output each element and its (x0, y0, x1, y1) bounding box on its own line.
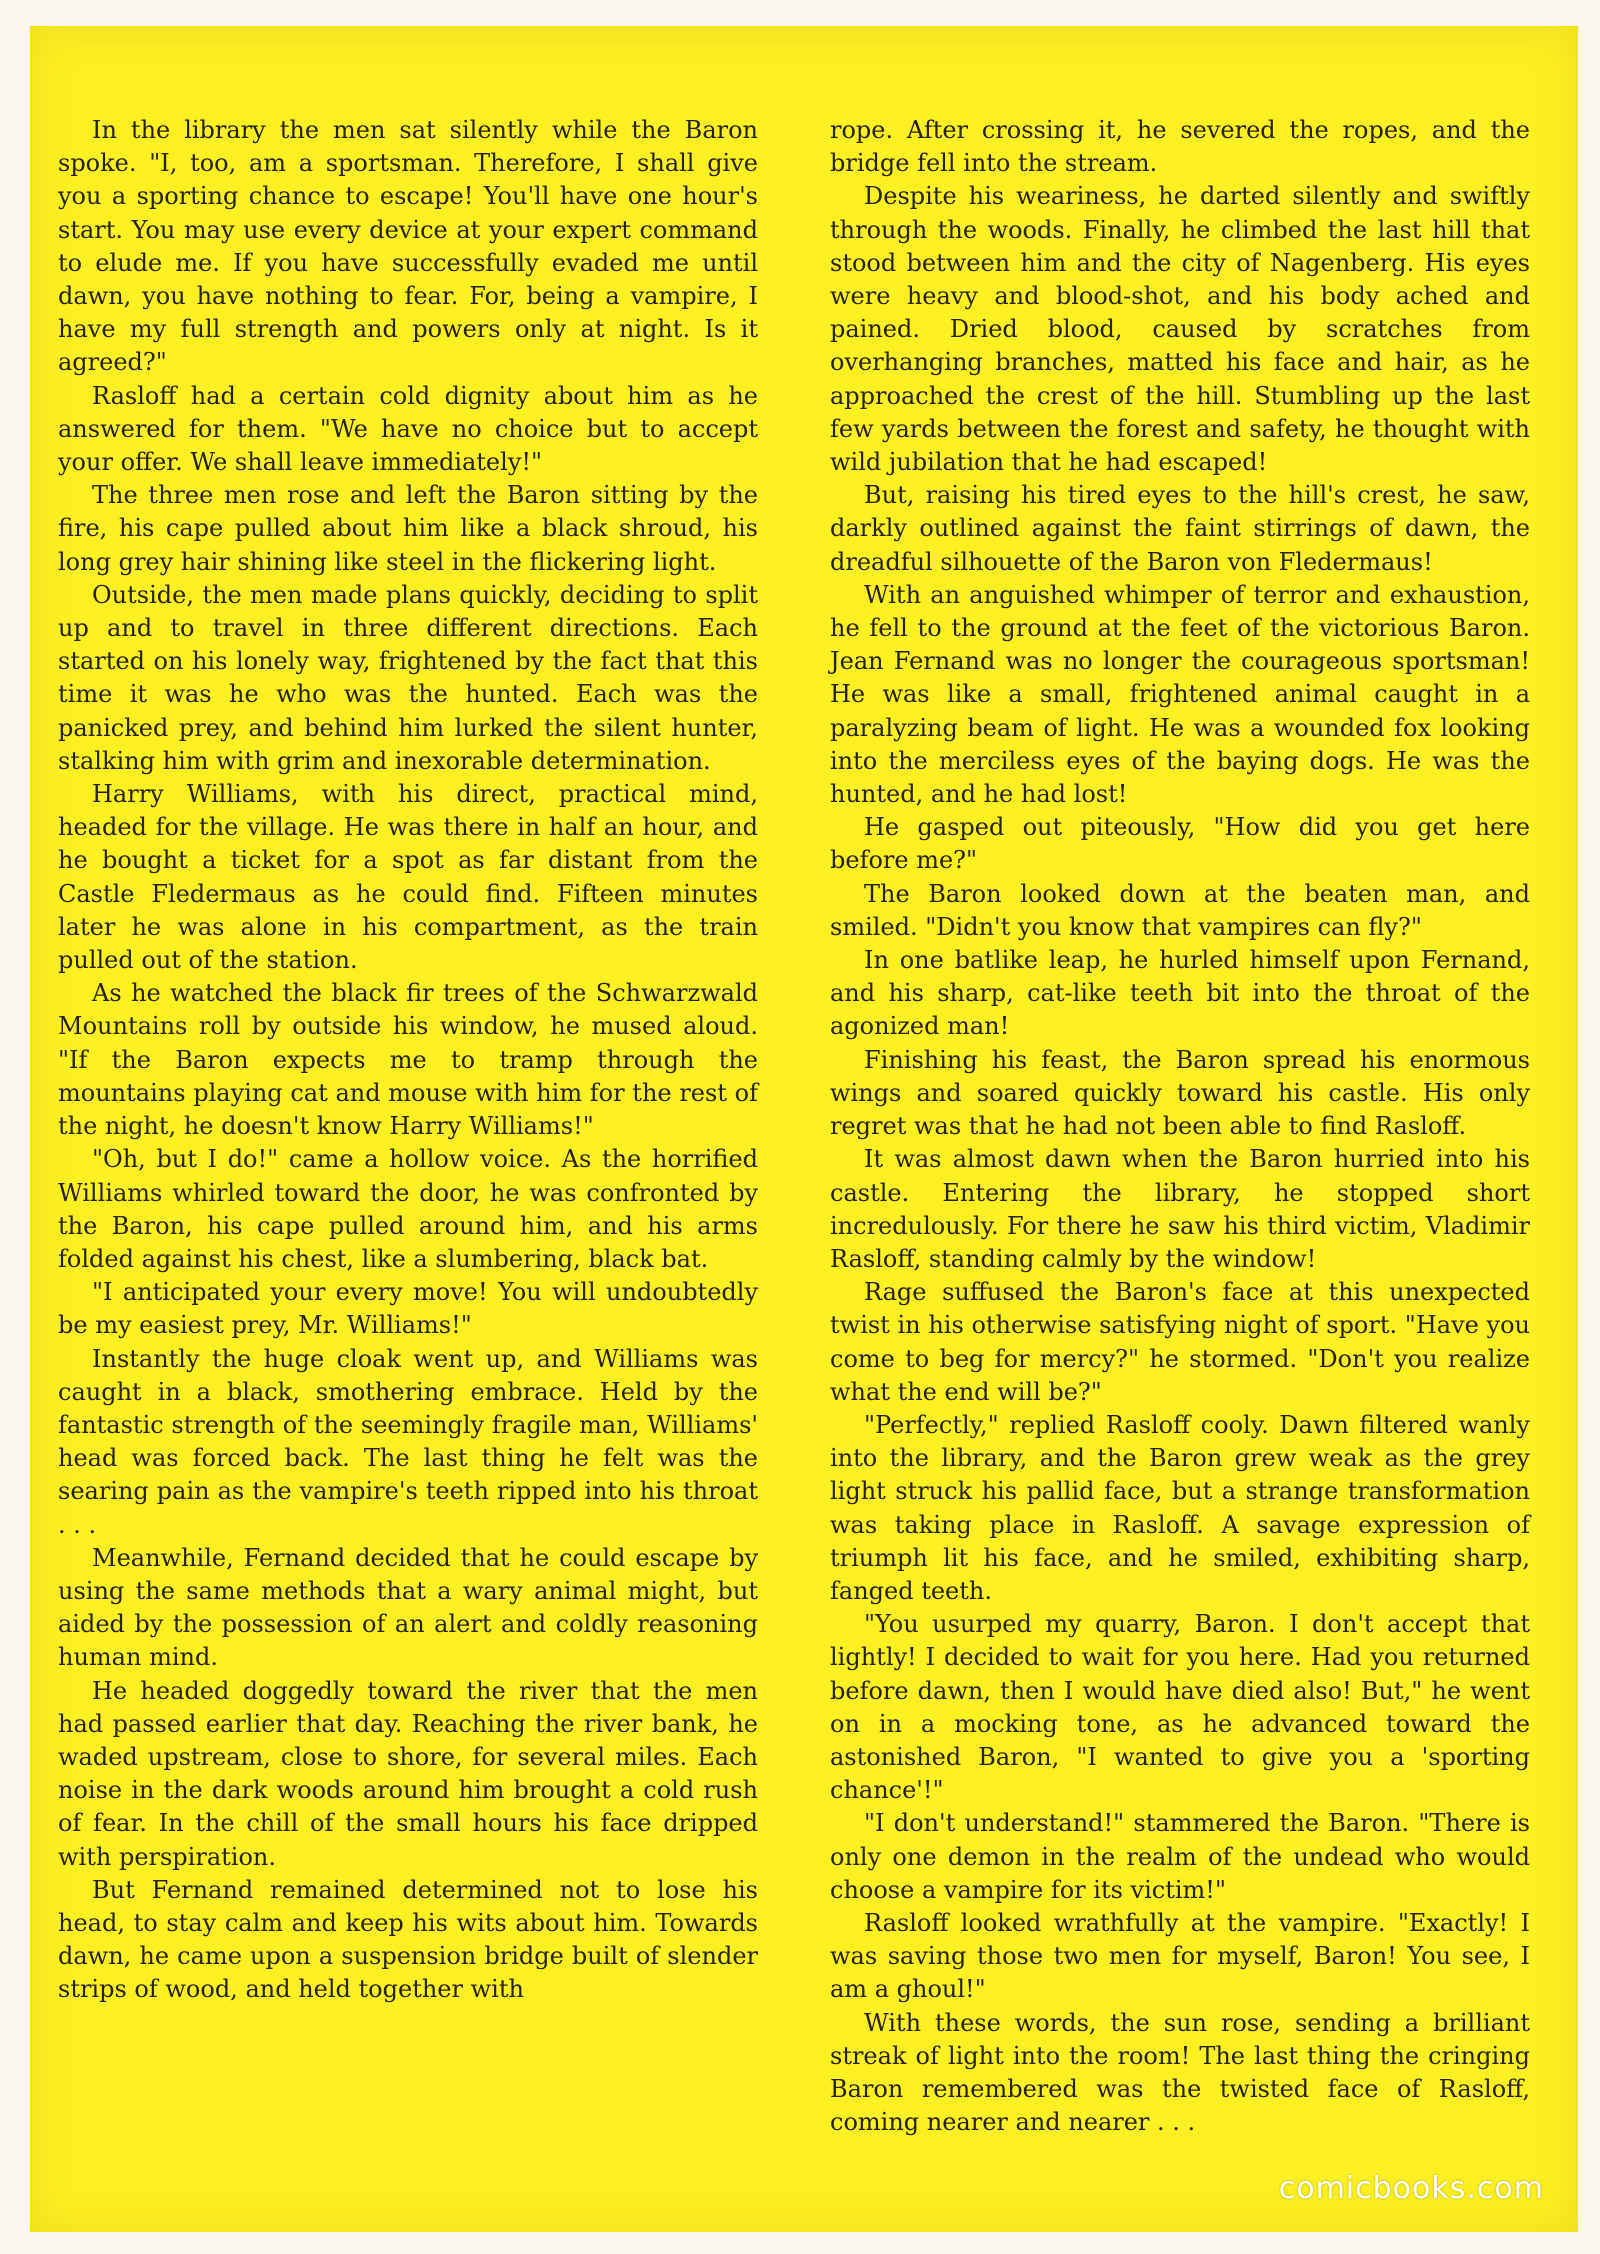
paragraph-16: He gasped out piteously, "How did you get here before me?" (830, 813, 1530, 875)
paragraph-25: Rasloff looked wrathfully at the vampire. "Exactly! I was saving those two men for myself, Baron! You see, I am a ghoul!" (830, 1908, 1530, 2004)
paragraph-3: The three men rose and left the Baron sitting by the fire, his cape pulled about him like a black shroud, his long grey hair shining like steel in the flickering light. (58, 481, 758, 576)
paragraph-4: Outside, the men made plans quickly, deciding to split up and to travel in three different directions. Each started on his lonely way, frightened by the fact that this time it was he who was the hunted. Each was the panicked prey, and behind him lurked the silent hunter, stalking him with grim and inexorable determination. (58, 580, 758, 775)
paragraph-5: Harry Williams, with his direct, practical mind, headed for the village. He was there in half an hour, and he bought a ticket for a spot as far distant from the Castle Fledermaus as he could find. Fifteen minutes later he was alone in his compartment, as the train pulled out of the station. (58, 780, 758, 975)
paragraph-18: In one batlike leap, he hurled himself upon Fernand, and his sharp, cat-like teeth bit into the throat of the agonized man! (830, 946, 1530, 1041)
paragraph-6: As he watched the black fir trees of the Schwarzwald Mountains roll by outside his window, he mused aloud. "If the Baron expects me to tramp through the mountains playing cat and mouse with him for the rest of the night, he doesn't know Harry Williams!" (58, 979, 758, 1141)
paragraph-15: With an anguished whimper of terror and exhaustion, he fell to the ground at the feet of the victorious Baron. Jean Fernand was no longer the courageous sportsman! He was like a small, frightened animal caught in a paralyzing beam of light. He was a wounded fox looking into the merciless eyes of the baying dogs. He was the hunted, and he had lost! (830, 580, 1530, 809)
paragraph-21: Rage suffused the Baron's face at this unexpected twist in his otherwise satisfying night of sport. "Have you come to beg for mercy?" he stormed. "Don't you realize what the end will be?" (830, 1278, 1530, 1406)
paragraph-14: But, raising his tired eyes to the hill's crest, he saw, darkly outlined against the faint stirrings of dawn, the dreadful silhouette of the Baron von Fledermaus! (830, 481, 1530, 576)
paragraph-23: "You usurped my quarry, Baron. I don't accept that lightly! I decided to wait for you here. Had you returned before dawn, then I would have died also! But," he went on in a mocking tone, as he advanced toward the astonished Baron, "I wanted to give you a 'sporting chance'!" (830, 1610, 1530, 1805)
paragraph-26: With these words, the sun rose, sending a brilliant streak of light into the room! The last thing the cringing Baron remembered was the twisted face of Rasloff, coming nearer and nearer . . . (830, 2008, 1530, 2137)
right-text-column (830, 114, 1530, 2139)
paragraph-13: Despite his weariness, he darted silently and swiftly through the woods. Finally, he climbed the last hill that stood between him and the city of Nagenberg. His eyes were heavy and blood-shot, and his body ached and pained. Dried blood, caused by scratches from overhanging branches, matted his face and hair, as he approached the crest of the hill. Stumbling up the last few yards between the forest and safety, he thought with wild jubilation that he had escaped! (830, 182, 1530, 477)
paragraph-17: The Baron looked down at the beaten man, and smiled. "Didn't you know that vampires can fly?" (830, 879, 1530, 941)
site-watermark: comicbooks.com (1278, 2171, 1544, 2206)
paragraph-19: Finishing his feast, the Baron spread his enormous wings and soared quickly toward his castle. His only regret was that he had not been able to find Rasloff. (830, 1045, 1530, 1141)
paragraph-11: He headed doggedly toward the river that the men had passed earlier that day. Reaching the river bank, he waded upstream, close to shore, for several miles. Each noise in the dark woods around him brought a cold rush of fear. In the chill of the small hours his face dripped with perspiration. (58, 1676, 758, 1871)
paragraph-7: "Oh, but I do!" came a hollow voice. As the horrified Williams whirled toward the door, he was confronted by the Baron, his cape pulled around him, and his arms folded against his chest, like a slumbering, black bat. (58, 1145, 758, 1273)
paragraph-24: "I don't understand!" stammered the Baron. "There is only one demon in the realm of the undead who would choose a vampire for its victim!" (830, 1809, 1530, 1904)
story-page (30, 26, 1578, 2232)
paragraph-10: Meanwhile, Fernand decided that he could escape by using the same methods that a wary animal might, but aided by the possession of an alert and coldly reasoning human mind. (58, 1543, 758, 1672)
paragraph-1: In the library the men sat silently while the Baron spoke. "I, too, am a sportsman. Therefore, I shall give you a sporting chance to escape! You'll have one hour's start. You may use every device at your expert command to elude me. If you have successfully evaded me until dawn, you have nothing to fear. For, being a vampire, I have my full strength and powers only at night. Is it agreed?" (58, 116, 758, 377)
paragraph-22: "Perfectly," replied Rasloff cooly. Dawn filtered wanly into the library, and the Baron grew weak as the grey light struck his pallid face, but a strange transformation was taking place in Rasloff. A savage expression of triumph lit his face, and he smiled, exhibiting sharp, fanged teeth. (830, 1410, 1530, 1605)
left-text-column (58, 114, 758, 2007)
paragraph-2: Rasloff had a certain cold dignity about him as he answered for them. "We have no choice but to accept your offer. We shall leave immediately!" (58, 381, 758, 477)
paragraph-8: "I anticipated your every move! You will undoubtedly be my easiest prey, Mr. Williams!" (58, 1278, 758, 1340)
paragraph-continuation: rope. After crossing it, he severed the ropes, and the bridge fell into the stream. (830, 116, 1530, 178)
paragraph-12: But Fernand remained determined not to lose his head, to stay calm and keep his wits about him. Towards dawn, he came upon a suspension bridge built of slender strips of wood, and held together with (58, 1875, 758, 2004)
paragraph-20: It was almost dawn when the Baron hurried into his castle. Entering the library, he stopped short incredulously. For there he saw his third victim, Vladimir Rasloff, standing calmly by the window! (830, 1145, 1530, 1273)
paragraph-9: Instantly the huge cloak went up, and Williams was caught in a black, smothering embrace. Held by the fantastic strength of the seemingly fragile man, Williams' head was forced back. The last thing he felt was the searing pain as the vampire's teeth ripped into his throat . . . (58, 1344, 758, 1539)
